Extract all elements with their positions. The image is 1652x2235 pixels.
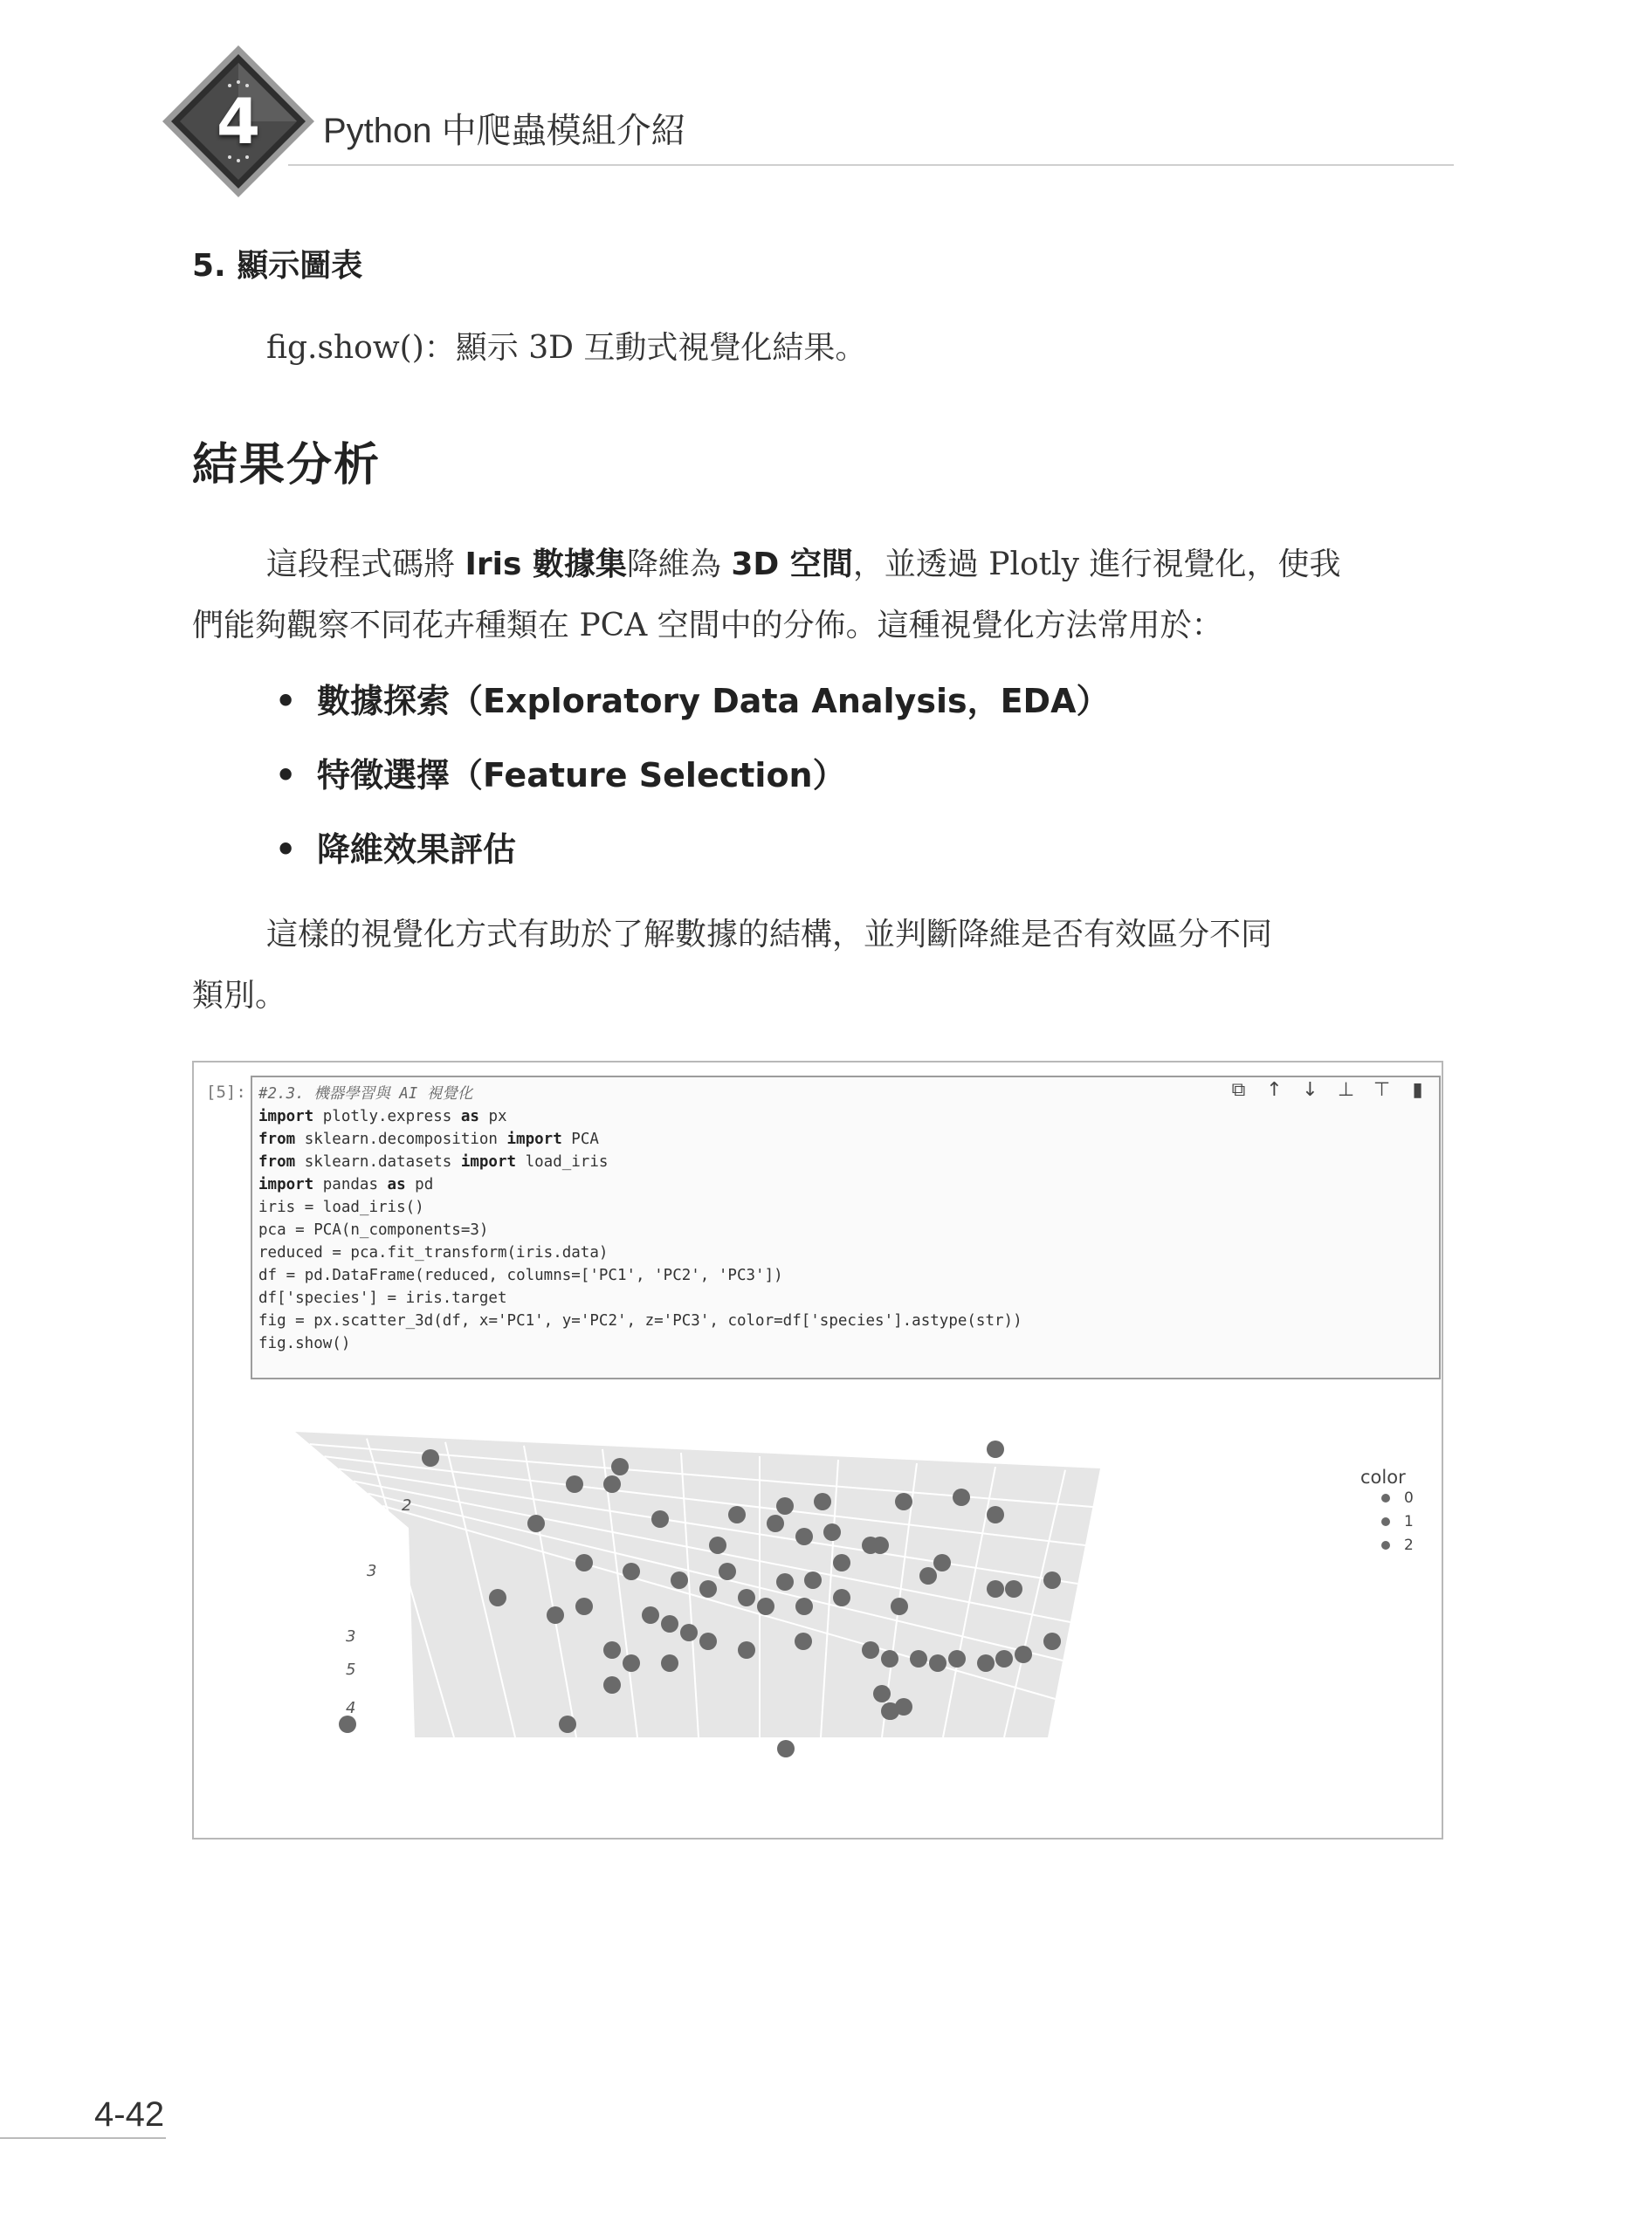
- scatter-point: [575, 1554, 593, 1571]
- paragraph-1-line-1: [266, 540, 1340, 584]
- scatter-point: [953, 1489, 970, 1506]
- scatter-point: [527, 1515, 545, 1532]
- bullet-icon: •: [275, 830, 297, 869]
- scatter-point: [623, 1563, 640, 1580]
- copy-icon[interactable]: ⧉: [1231, 1079, 1246, 1101]
- scatter-point: [804, 1571, 822, 1589]
- scatter-point: [1043, 1633, 1061, 1650]
- scatter-point: [862, 1641, 879, 1659]
- scatter-point: [910, 1650, 927, 1668]
- legend-label: 1: [1404, 1513, 1414, 1530]
- scatter-point: [422, 1449, 439, 1467]
- scatter-point: [339, 1716, 356, 1733]
- legend-label: 0: [1404, 1489, 1414, 1507]
- legend-item[interactable]: [1381, 1513, 1414, 1530]
- scatter-point: [933, 1554, 951, 1571]
- scatter-point: [699, 1580, 717, 1598]
- z-tick-label: 5: [346, 1661, 356, 1679]
- legend-item[interactable]: [1381, 1489, 1414, 1507]
- scatter-point: [699, 1633, 717, 1650]
- scatter-point: [623, 1654, 640, 1672]
- scatter-point: [919, 1567, 937, 1585]
- scatter-point: [575, 1598, 593, 1615]
- scatter-point: [1043, 1571, 1061, 1589]
- bullet-item: [275, 822, 516, 870]
- scatter-point: [895, 1493, 912, 1510]
- results-heading: 結果分析: [192, 439, 382, 492]
- code-line: #2.3. 機器學習與 AI 視覺化: [258, 1085, 473, 1103]
- scatter-point: [651, 1510, 669, 1528]
- scatter-point: [661, 1615, 678, 1633]
- code-line: reduced = pca.fit_transform(iris.data): [258, 1244, 609, 1262]
- scatter-point: [795, 1633, 812, 1650]
- scatter-point: [738, 1589, 755, 1606]
- code-line: pca = PCA(n_components=3): [258, 1221, 489, 1239]
- scatter-point: [882, 1702, 899, 1720]
- scatter-point: [987, 1441, 1004, 1458]
- scatter-point: [929, 1654, 946, 1672]
- scatter-point: [776, 1573, 794, 1591]
- bullet-text: 降維效果評估: [317, 830, 517, 869]
- code-line: from sklearn.datasets import load_iris: [258, 1153, 609, 1171]
- scatter-point: [738, 1641, 755, 1659]
- scatter-point: [1005, 1580, 1022, 1598]
- bullet-item: [275, 748, 846, 796]
- chapter-number: 4: [216, 85, 261, 158]
- scatter-point: [1015, 1646, 1032, 1663]
- scatter-point: [547, 1606, 564, 1624]
- code-line: from sklearn.decomposition import PCA: [258, 1131, 599, 1148]
- legend-item[interactable]: [1381, 1537, 1414, 1554]
- code-line: fig = px.scatter_3d(df, x='PC1', y='PC2', z='PC3', color=df['species'].astype(str)): [258, 1312, 1022, 1330]
- text-run: 降維為: [626, 547, 732, 582]
- scatter-point: [987, 1580, 1004, 1598]
- code-line: fig.show(): [258, 1335, 351, 1352]
- z-tick-label: 3: [346, 1627, 356, 1646]
- scatter-point: [987, 1506, 1004, 1523]
- bullet-text: 數據探索（Exploratory Data Analysis，EDA）: [317, 682, 1110, 720]
- section5-body: [266, 323, 866, 368]
- insert-below-icon[interactable]: ⊤: [1373, 1079, 1391, 1101]
- scatter-point: [719, 1563, 736, 1580]
- section-heading: 5. 顯示圖表: [192, 248, 363, 284]
- scatter-point: [642, 1606, 659, 1624]
- scatter-point: [757, 1598, 774, 1615]
- legend-label: 2: [1404, 1537, 1414, 1554]
- legend-marker: [1381, 1517, 1390, 1526]
- scatter-point: [948, 1650, 966, 1668]
- scatter-3d-plot[interactable]: [192, 1432, 1153, 1764]
- section5-text: ：顯示 3D 互動式視覺化結果。: [423, 330, 867, 366]
- legend-marker: [1381, 1494, 1390, 1503]
- paragraph-2-line-1: 這樣的視覺化方式有助於了解數據的結構，並判斷降維是否有效區分不同: [266, 917, 1273, 952]
- header-title: Python 中爬蟲模組介紹: [323, 112, 686, 150]
- scatter-point: [559, 1716, 576, 1733]
- z-tick-label: 4: [346, 1699, 356, 1717]
- scatter-point: [995, 1650, 1013, 1668]
- scatter-point: [680, 1624, 698, 1641]
- bold-run: Iris 數據集: [465, 547, 627, 582]
- scatter-point: [881, 1650, 898, 1668]
- scatter-point: [776, 1497, 794, 1515]
- insert-above-icon[interactable]: ⊥: [1337, 1079, 1355, 1101]
- scatter-point: [661, 1654, 678, 1672]
- paragraph-2-line-2: 類別。: [192, 978, 287, 1014]
- code-line: iris = load_iris(): [258, 1199, 424, 1216]
- scatter-point: [728, 1506, 746, 1523]
- code-editor[interactable]: [258, 1083, 1022, 1355]
- scatter-point: [603, 1641, 621, 1659]
- cell-prompt: [5]:: [206, 1083, 246, 1102]
- scatter-point: [795, 1598, 813, 1615]
- plane-surface: [295, 1432, 1100, 1737]
- legend-marker: [1381, 1541, 1390, 1550]
- scatter-point: [489, 1589, 506, 1606]
- cell-toolbar: [1227, 1079, 1429, 1101]
- page-number: 4-42: [94, 2095, 165, 2134]
- footer-rule: [0, 2137, 166, 2139]
- scatter-point: [767, 1515, 784, 1532]
- scatter-point: [891, 1598, 908, 1615]
- bullet-icon: •: [275, 756, 297, 794]
- scatter-point: [977, 1654, 995, 1672]
- text-run: ，並透過 Plotly 進行視覺化，使我: [852, 547, 1341, 582]
- scatter-point: [611, 1458, 629, 1475]
- scatter-point: [814, 1493, 831, 1510]
- scatter-point: [709, 1537, 726, 1554]
- scatter-point: [603, 1676, 621, 1694]
- scatter-point: [603, 1475, 621, 1493]
- scatter-point: [873, 1685, 891, 1702]
- z-axis-ticks: [346, 1496, 411, 1717]
- arrow-down-icon[interactable]: ↓: [1302, 1079, 1318, 1101]
- bullet-text: 特徵選擇（Feature Selection）: [317, 756, 846, 794]
- plot-plane: [295, 1432, 1100, 1737]
- arrow-up-icon[interactable]: ↑: [1266, 1079, 1283, 1101]
- scatter-point: [777, 1740, 795, 1757]
- z-tick-label: 2: [402, 1496, 412, 1515]
- scatter-point: [671, 1571, 688, 1589]
- legend-title: color: [1360, 1467, 1406, 1488]
- code-line: import plotly.express as px: [258, 1108, 507, 1125]
- text-run: 這段程式碼將: [266, 547, 465, 582]
- scatter-point: [795, 1528, 813, 1545]
- scatter-point: [566, 1475, 583, 1493]
- trash-icon[interactable]: ▮: [1412, 1079, 1423, 1101]
- paragraph-1-line-2: 們能夠觀察不同花卉種類在 PCA 空間中的分佈。這種視覺化方法常用於：: [192, 608, 1223, 643]
- scatter-point: [833, 1554, 850, 1571]
- z-tick-label: 3: [367, 1562, 377, 1580]
- header-rule: [288, 164, 1454, 166]
- inline-code: fig.show(): [266, 330, 424, 366]
- code-line: import pandas as pd: [258, 1176, 434, 1193]
- scatter-point: [871, 1537, 889, 1554]
- bullet-item: [275, 674, 1110, 722]
- bold-run: 3D 空間: [731, 547, 853, 582]
- scatter-point: [833, 1589, 850, 1606]
- bullet-icon: •: [275, 682, 297, 720]
- scatter-point: [823, 1523, 841, 1541]
- code-line: df = pd.DataFrame(reduced, columns=['PC1', 'PC2', 'PC3']): [258, 1267, 783, 1284]
- code-line: df['species'] = iris.target: [258, 1289, 507, 1307]
